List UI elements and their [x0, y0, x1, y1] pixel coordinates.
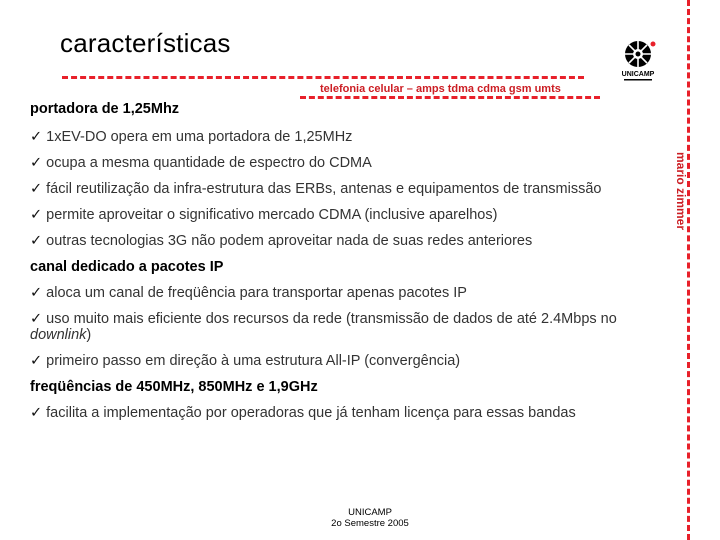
footer-institution: UNICAMP — [348, 507, 392, 518]
top-dashed-rule — [62, 76, 584, 79]
check-icon: ✓ — [30, 233, 43, 249]
right-dashed-rule — [687, 0, 690, 540]
check-icon: ✓ — [30, 285, 43, 301]
check-icon: ✓ — [30, 129, 43, 145]
list-item: ✓ uso muito mais eficiente dos recursos da rede (transmissão de dados de até 2.4Mbps no downlink) — [30, 311, 617, 343]
slide-title: características — [60, 28, 231, 58]
list-item: ✓ fácil reutilização da infra-estrutura das ERBs, antenas e equipamentos de transmissão — [30, 181, 602, 197]
list-item: ✓ permite aproveitar o significativo mercado CDMA (inclusive aparelhos) — [30, 207, 498, 223]
check-icon: ✓ — [30, 311, 43, 327]
slide-subtitle: telefonia celular – amps tdma cdma gsm umts — [320, 83, 561, 95]
check-icon: ✓ — [30, 405, 43, 421]
author-label: mario zimmer — [674, 152, 688, 231]
slide-content — [30, 101, 666, 421]
check-icon: ✓ — [30, 155, 43, 171]
list-item: ✓ primeiro passo em direção à uma estrutura All-IP (convergência) — [30, 353, 461, 369]
list-item: ✓ 1xEV-DO opera em uma portadora de 1,25MHz — [30, 129, 353, 145]
section-heading: freqüências de 450MHz, 850MHz e 1,9GHz — [30, 379, 318, 395]
check-icon: ✓ — [30, 207, 43, 223]
section-heading: portadora de 1,25Mhz — [30, 101, 180, 117]
list-item: ✓ ocupa a mesma quantidade de espectro do CDMA — [30, 155, 372, 171]
footer-semester: 2o Semestre 2005 — [331, 518, 409, 529]
subtitle-dashed-rule — [300, 96, 600, 99]
list-item: ✓ facilita a implementação por operadoras que já tenham licença para essas bandas — [30, 405, 576, 421]
unicamp-logo — [616, 36, 664, 84]
slide-footer — [300, 507, 440, 529]
check-icon: ✓ — [30, 353, 43, 369]
logo-text: UNICAMP — [621, 71, 655, 78]
section-heading: canal dedicado a pacotes IP — [30, 259, 224, 275]
check-icon: ✓ — [30, 181, 43, 197]
list-item: ✓ outras tecnologias 3G não podem aproveitar nada de suas redes anteriores — [30, 233, 533, 249]
list-item: ✓ aloca um canal de freqüência para transportar apenas pacotes IP — [30, 285, 467, 301]
